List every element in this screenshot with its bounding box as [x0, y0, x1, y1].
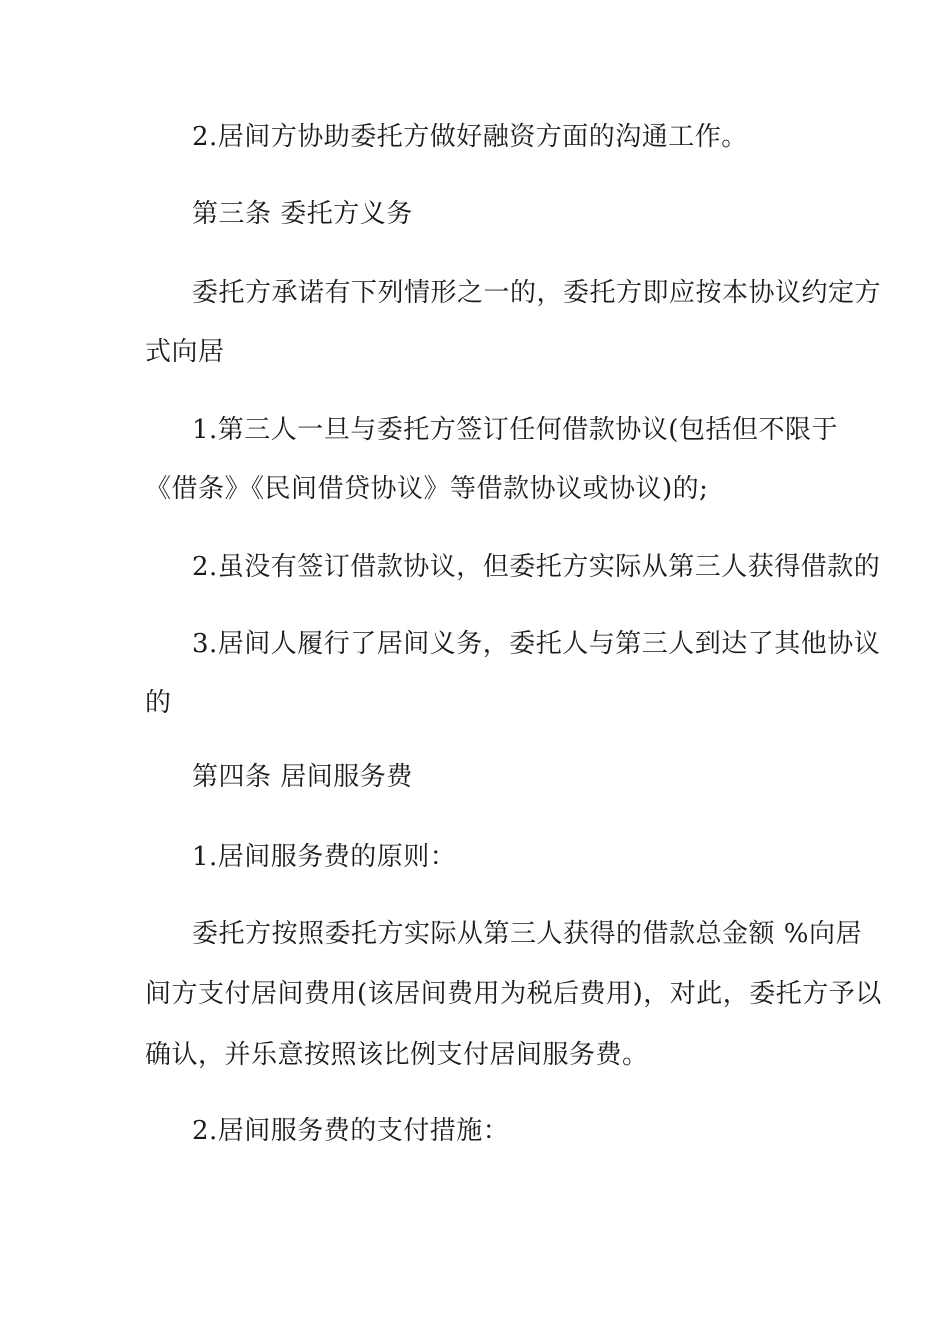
paragraph-line: 3.居间人履行了居间义务，委托人与第三人到达了其他协议	[192, 629, 881, 659]
paragraph-line: 委托方承诺有下列情形之一的，委托方即应按本协议约定方	[192, 278, 882, 308]
paragraph-line: 2.虽没有签订借款协议，但委托方实际从第三人获得借款的	[192, 552, 881, 582]
section-heading-article-3: 第三条 委托方义务	[192, 199, 413, 229]
paragraph-line: 2.居间方协助委托方做好融资方面的沟通工作。	[192, 122, 748, 152]
paragraph-line: 《借条》《民间借贷协议》等借款协议或协议)的;	[145, 474, 709, 504]
paragraph-line: 确认，并乐意按照该比例支付居间服务费。	[145, 1040, 649, 1070]
paragraph-line: 1.第三人一旦与委托方签订任何借款协议(包括但不限于	[192, 415, 838, 445]
paragraph-line: 的	[145, 688, 172, 718]
paragraph-line: 式向居	[145, 337, 225, 367]
paragraph-line: 委托方按照委托方实际从第三人获得的借款总金额 %向居	[192, 919, 862, 949]
section-heading-article-4: 第四条 居间服务费	[192, 762, 413, 792]
paragraph-line: 间方支付居间费用(该居间费用为税后费用)，对此，委托方予以	[145, 979, 882, 1009]
paragraph-line: 1.居间服务费的原则：	[192, 842, 457, 872]
paragraph-line: 2.居间服务费的支付措施：	[192, 1116, 510, 1146]
